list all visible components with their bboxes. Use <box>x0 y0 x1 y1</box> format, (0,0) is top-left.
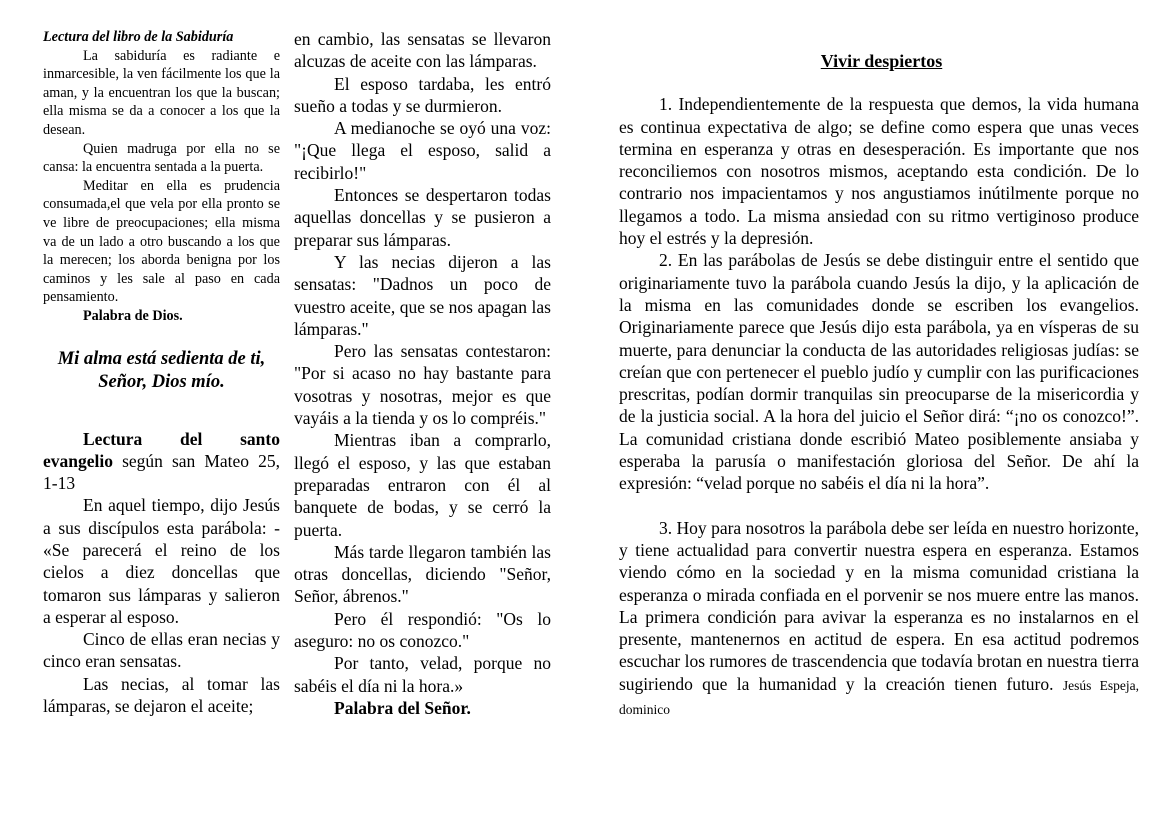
psalm-line: Mi alma está sedienta de ti, <box>57 348 266 369</box>
gospel-paragraph: Mientras iban a comprarlo, llegó el esposo, y las que estaban preparadas entraron con él al banquete de bodas, y se cerró la puerta. <box>294 430 551 540</box>
author-signature: Jesús Espeja, dominico <box>619 677 1139 718</box>
gospel-reference: según san Mateo 25, 1-13 <box>43 450 280 494</box>
gospel-paragraph: El esposo tardaba, les entró sueño a todas y se durmieron. <box>294 73 551 116</box>
first-reading-title: Lectura del libro de la Sabiduría <box>43 29 234 45</box>
gospel-paragraph: Por tanto, velad, porque no sabéis el día ni la hora.» <box>294 653 551 696</box>
psalm-response <box>43 348 280 394</box>
commentary-paragraph <box>619 517 1139 722</box>
gospel-paragraph: Pero las sensatas contestaron: "Por si acaso no hay bastante para vosotras y nosotras, mejor es que vayáis a la tienda y os lo compréis." <box>294 341 551 429</box>
gospel-paragraph: Las necias, al tomar las lámparas, se dejaron el aceite; <box>43 673 280 717</box>
gospel-paragraph: En aquel tiempo, dijo Jesús a sus discípulos esta parábola: - «Se parecerá el reino de los cielos a diez doncellas que tomaron sus lámparas y salieron a esperar al esposo. <box>43 495 280 627</box>
reading-closing: Palabra de Dios. <box>83 307 183 324</box>
gospel-closing: Palabra del Señor. <box>334 697 471 718</box>
gospel-paragraph: Y las necias dijeron a las sensatas: "Dadnos un poco de vuestro aceite, que se nos apagan las lámparas." <box>294 251 551 339</box>
gospel-paragraph: Más tarde llegaron también las otras doncellas, diciendo "Señor, Señor, ábrenos." <box>294 541 551 607</box>
commentary-title: Vivir despiertos <box>820 51 943 71</box>
gospel-title: Lectura del santo evangelio <box>43 428 280 471</box>
gospel-continuation-column <box>294 28 551 719</box>
first-reading-column <box>43 28 280 717</box>
reading-paragraph: La sabiduría es radiante e inmarcesible, la ven fácilmente los que la aman, y la encuentran los que la buscan; ella misma se da a conocer a los que la desean. <box>43 47 280 138</box>
psalm-line: Señor, Dios mío. <box>98 371 225 392</box>
reading-paragraph: Meditar en ella es prudencia consumada,el que vela por ella pronto se ve libre de preocupaciones; ella misma va de un lado a otro buscando a los que la merecen; los aborda benigna por los caminos y les sale al paso en cada pensamiento. <box>43 177 280 306</box>
gospel-paragraph: Pero él respondió: "Os lo aseguro: no os conozco." <box>294 608 551 652</box>
reading-paragraph: Quien madruga por ella no se cansa: la encuentra sentada a la puerta. <box>43 140 280 176</box>
commentary-text: 3. Hoy para nosotros la parábola debe ser leída en nuestro horizonte, y tiene actualidad para convertir nuestra espera en esperanza. Estamos viendo cómo en la sociedad y en la misma comunidad cristiana la esperanza o mirada confiada en el porvenir se nos muere entre las manos. La primera condición para avivar la esperanza es no instalarnos en el presente, mantenernos en actitud de espera. En esa actitud podremos escuchar los rumores de trascendencia que todavía brotan en nuestra tierra sugiriendo que la humanidad y la creación tienen futuro. <box>619 517 1139 694</box>
gospel-paragraph: A medianoche se oyó una voz: "¡Que llega el esposo, salid a recibirlo!" <box>294 118 551 183</box>
gospel-paragraph: en cambio, las sensatas se llevaron alcuzas de aceite con las lámparas. <box>294 29 551 72</box>
commentary-paragraph: 1. Independientemente de la respuesta que demos, la vida humana es continua expectativa de algo; se define como espera que unas veces termina en esperanza y otras en desesperación. Es importante que nos reconciliemos con nosotros mismos, aceptando esta condición. De lo contrario nos impacientamos y nos angustiamos inútilmente porque no llegamos a todo. La misma ansiedad con su ritmo vertiginoso produce hoy el estrés y la depresión. <box>619 94 1139 249</box>
gospel-paragraph: Cinco de ellas eran necias y cinco eran sensatas. <box>43 629 280 672</box>
commentary-column <box>619 50 1139 721</box>
gospel-paragraph: Entonces se despertaron todas aquellas doncellas y se pusieron a preparar sus lámparas. <box>294 185 551 250</box>
gospel-heading <box>43 428 280 495</box>
commentary-paragraph: 2. En las parábolas de Jesús se debe distinguir entre el sentido que originariamente tuvo la parábola cuando Jesús la dijo, y la aplicación de la misma en las comunidades donde se escriben los evangelios. Originariamente parece que Jesús dijo esta parábola, ya en vísperas de su muerte, para denunciar la conducta de las autoridades religiosas judías: se creían que con pertenecer el pueblo judío y cumplir con las purificaciones prescritas, podían dormir tranquilas sin preocuparse de la misericordia y de la justicia social. A la hora del juicio el Señor dirá: “¡no os conozco!”. La comunidad cristiana donde escribió Mateo posiblemente ansiaba y esperaba la parusía o manifestación gloriosa del Señor. De ahí la expresión: “velad porque no sabéis el día ni la hora”. <box>619 250 1139 494</box>
